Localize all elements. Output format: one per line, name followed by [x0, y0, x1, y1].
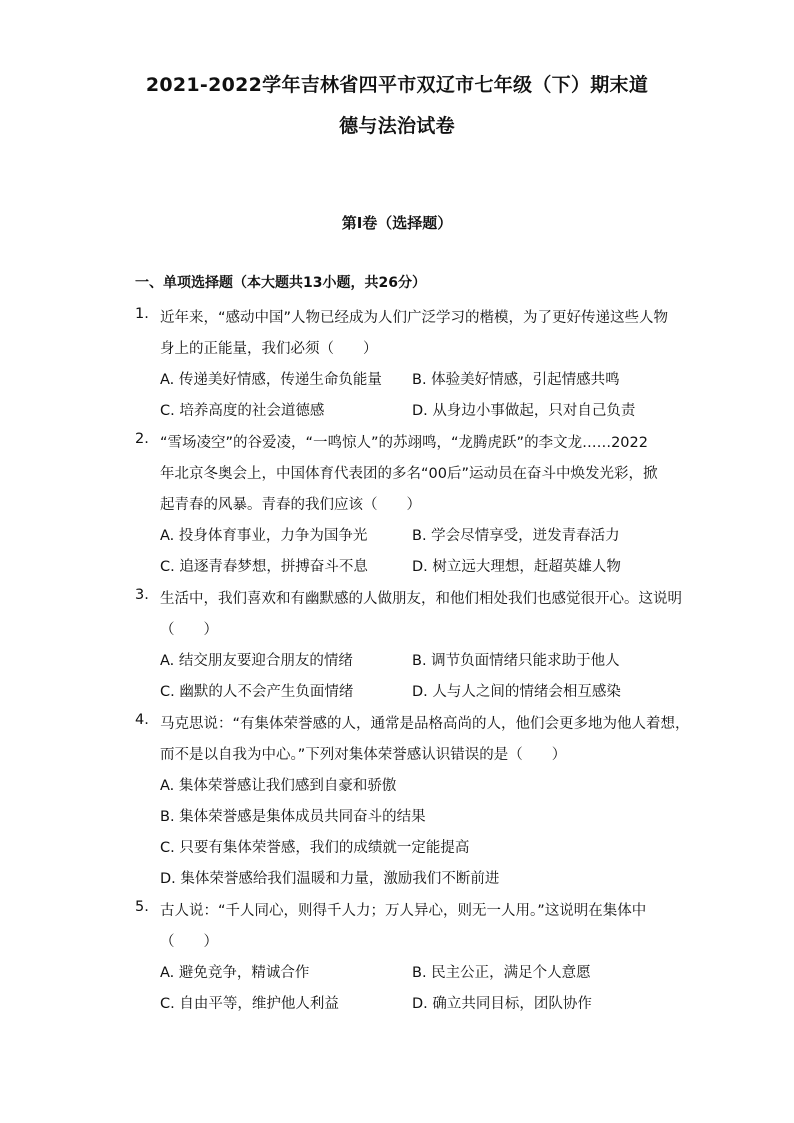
question-stem-line: 起青春的风暴。青春的我们应该（ ）: [160, 497, 421, 513]
option-a: A. 避免竞争，精诚合作: [160, 965, 310, 981]
question-stem-line: 而不是以自我为中心。”下列对集体荣誉感认识错误的是（ ）: [160, 747, 567, 763]
question-stem-line: 身上的正能量，我们必须（ ）: [160, 341, 378, 357]
option-a: A. 集体荣誉感让我们感到自豪和骄傲: [160, 778, 397, 794]
question-number: 1.: [135, 306, 149, 322]
option-d: D. 人与人之间的情绪会相互感染: [412, 684, 621, 700]
option-d: D. 确立共同目标，团队协作: [412, 996, 592, 1012]
question-stem-line: （ ）: [160, 622, 218, 638]
question-number: 3.: [135, 587, 149, 603]
question-number: 5.: [135, 899, 149, 915]
option-a: A. 投身体育事业，力争为国争光: [160, 528, 368, 544]
option-a: A. 传递美好情感，传递生命负能量: [160, 372, 382, 388]
question-stem-line: “雪场凌空”的谷爱凌，“一鸣惊人”的苏翊鸣，“龙腾虎跃”的李文龙……2022: [160, 435, 648, 451]
option-b: B. 体验美好情感，引起情感共鸣: [412, 372, 620, 388]
option-c: C. 幽默的人不会产生负面情绪: [160, 684, 354, 700]
section-heading: 一、单项选择题（本大题共13小题，共26分）: [135, 275, 426, 291]
question-number: 4.: [135, 712, 149, 728]
question-stem-line: 生活中，我们喜欢和有幽默感的人做朋友，和他们相处我们也感觉很开心。这说明: [160, 591, 682, 607]
question-number: 2.: [135, 431, 149, 447]
option-a: A. 结交朋友要迎合朋友的情绪: [160, 653, 353, 669]
option-c: C. 培养高度的社会道德感: [160, 403, 325, 419]
question-stem-line: 年北京冬奥会上，中国体育代表团的多名“00后”运动员在奋斗中焕发光彩，掀: [160, 466, 658, 482]
question-stem-line: 古人说：“千人同心，则得千人力；万人异心，则无一人用。”这说明在集体中: [160, 903, 647, 919]
option-b: B. 民主公正，满足个人意愿: [412, 965, 591, 981]
option-d: D. 从身边小事做起，只对自己负责: [412, 403, 636, 419]
option-b: B. 学会尽情享受，迸发青春活力: [412, 528, 620, 544]
document-title-line-2: 德与法治试卷: [339, 115, 455, 137]
part-heading: 第I卷（选择题）: [341, 214, 453, 232]
question-stem-line: （ ）: [160, 934, 218, 950]
option-b: B. 集体荣誉感是集体成员共同奋斗的结果: [160, 809, 426, 825]
option-b: B. 调节负面情绪只能求助于他人: [412, 653, 620, 669]
question-stem-line: 马克思说：“有集体荣誉感的人，通常是品格高尚的人，他们会更多地为他人着想，: [160, 716, 690, 732]
option-d: D. 树立远大理想，赶超英雄人物: [412, 559, 621, 575]
option-d: D. 集体荣誉感给我们温暖和力量，激励我们不断前进: [160, 871, 500, 887]
option-c: C. 追逐青春梦想，拼搏奋斗不息: [160, 559, 368, 575]
option-c: C. 自由平等，维护他人利益: [160, 996, 339, 1012]
question-stem-line: 近年来，“感动中国”人物已经成为人们广泛学习的楷模，为了更好传递这些人物: [160, 310, 669, 326]
document-title-line-1: 2021-2022学年吉林省四平市双辽市七年级（下）期末道: [145, 74, 649, 96]
option-c: C. 只要有集体荣誉感，我们的成绩就一定能提高: [160, 840, 470, 856]
